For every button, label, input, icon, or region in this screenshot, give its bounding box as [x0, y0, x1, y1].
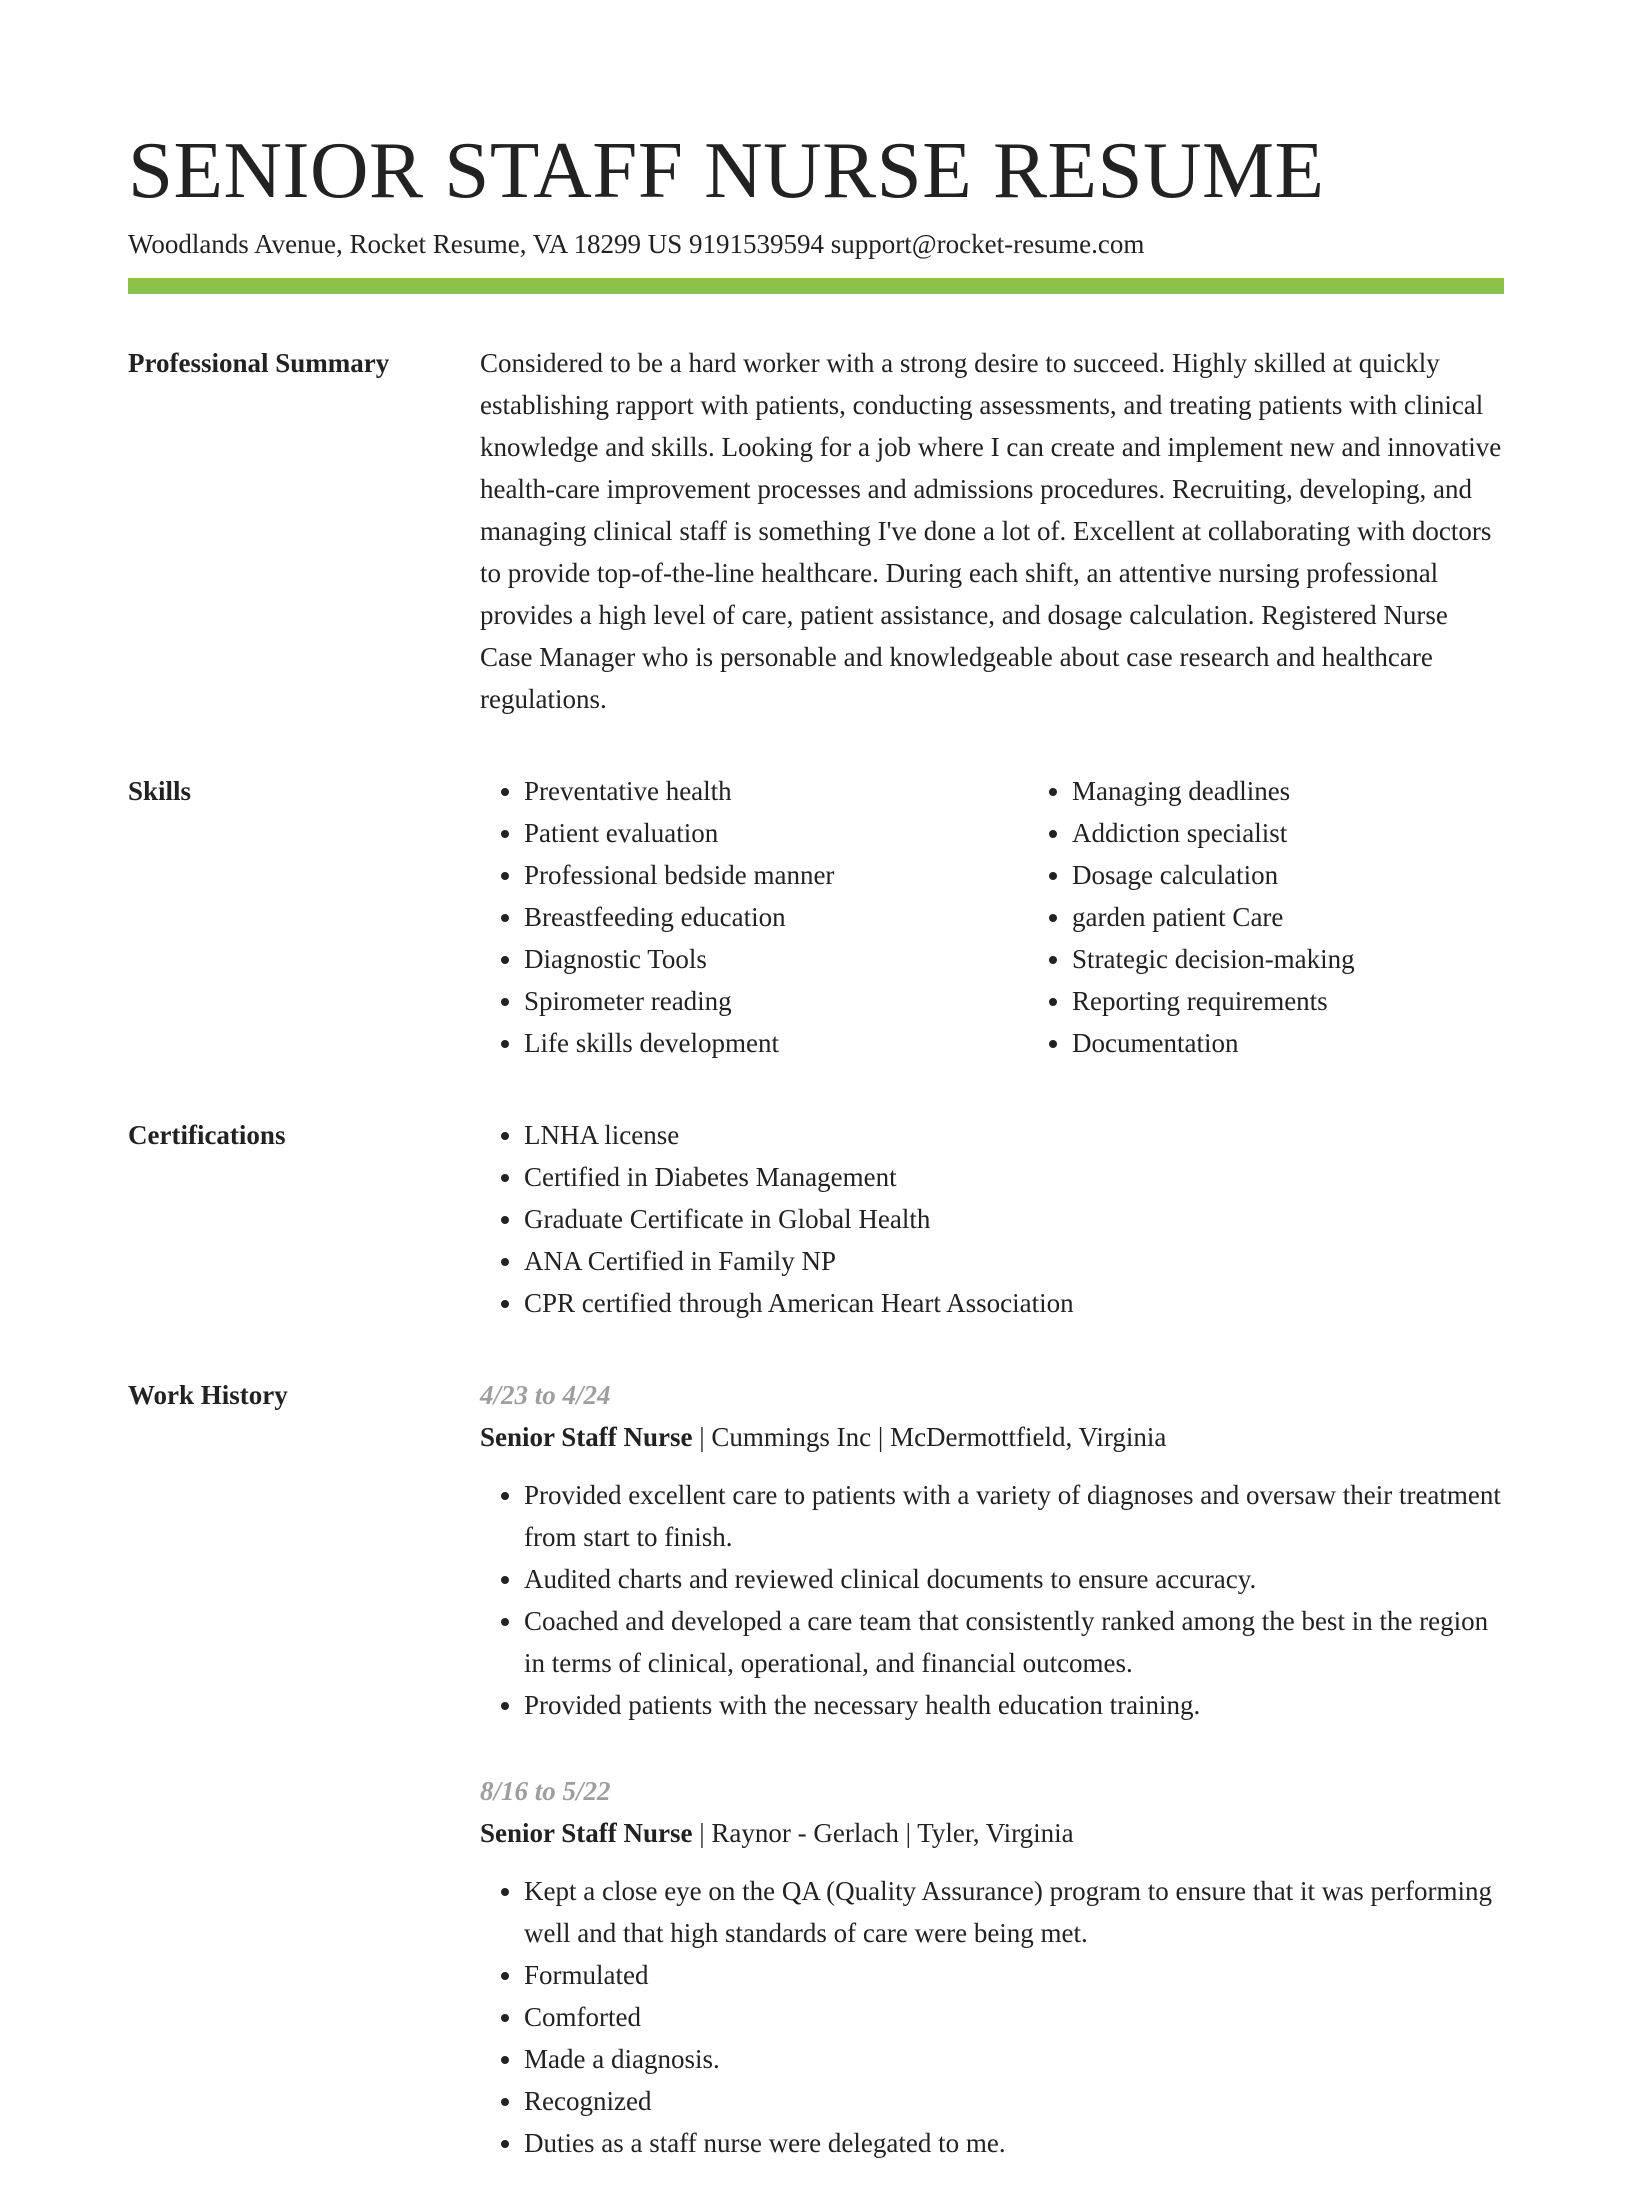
- list-item: • LNHA license: [524, 1114, 1504, 1156]
- work-history-section: [128, 1374, 1504, 2208]
- list-item: • Audited charts and reviewed clinical documents to ensure accuracy.: [524, 1558, 1504, 1600]
- list-item: • Documentation: [1072, 1022, 1355, 1064]
- resume-title: SENIOR STAFF NURSE RESUME: [128, 125, 1325, 215]
- list-item: • Coached and developed a care team that consistently ranked among the best in the region in terms of clinical, operational, and financial outcomes.: [524, 1600, 1504, 1684]
- list-item: • Reporting requirements: [1072, 980, 1355, 1022]
- skills-label: Skills: [128, 776, 192, 806]
- list-item: • garden patient Care: [1072, 896, 1355, 938]
- summary-text: Considered to be a hard worker with a strong desire to succeed. Highly skilled at quickly establishing rapport with patients, conducting assessments, and treating patients with clinical knowledge and skills. Looking for a job where I can create and implement new and innovative health-care improvement processes and admissions procedures. Recruiting, developing, and managing clinical staff is something I've done a lot of. Excellent at collaborating with doctors to provide top-of-the-line healthcare. During each shift, an attentive nursing professional provides a high level of care, patient assistance, and dosage calculation. Registered Nurse Case Manager who is personable and knowledgeable about case research and healthcare regulations.: [480, 348, 1502, 714]
- list-item: • Kept a close eye on the QA (Quality Assurance) program to ensure that it was performing well and that high standards of care were being met.: [524, 1870, 1504, 1954]
- list-item: • Strategic decision-making: [1072, 938, 1355, 980]
- list-item: • Graduate Certificate in Global Health: [524, 1198, 1504, 1240]
- job-role: Senior Staff Nurse: [480, 1818, 693, 1848]
- list-item: • Provided excellent care to patients with a variety of diagnoses and oversaw their treatment from start to finish.: [524, 1474, 1504, 1558]
- list-item: • Comforted: [524, 1996, 1504, 2038]
- contact-line: Woodlands Avenue, Rocket Resume, VA 18299 US 9191539594 support@rocket-resume.com: [128, 229, 1145, 259]
- list-item: • CPR certified through American Heart Association: [524, 1282, 1504, 1324]
- job-entry: [480, 1770, 1504, 2164]
- list-item: • Made a diagnosis.: [524, 2038, 1504, 2080]
- summary-section: [128, 342, 1504, 720]
- skills-list-left: [480, 770, 1028, 1064]
- list-item: • Spirometer reading: [524, 980, 1028, 1022]
- certifications-label: Certifications: [128, 1120, 286, 1150]
- certifications-list: [480, 1114, 1504, 1324]
- list-item: • Diagnostic Tools: [524, 938, 1028, 980]
- list-item: • Dosage calculation: [1072, 854, 1355, 896]
- list-item: • Certified in Diabetes Management: [524, 1156, 1504, 1198]
- list-item: • ANA Certified in Family NP: [524, 1240, 1504, 1282]
- list-item: • Duties as a staff nurse were delegated to me.: [524, 2122, 1504, 2164]
- job-bullets: [480, 1474, 1504, 1726]
- list-item: • Preventative health: [524, 770, 1028, 812]
- list-item: • Life skills development: [524, 1022, 1028, 1064]
- job-dates: 8/16 to 5/22: [480, 1776, 611, 1806]
- job-dates: 4/23 to 4/24: [480, 1380, 611, 1410]
- summary-label: Professional Summary: [128, 348, 390, 378]
- list-item: • Managing deadlines: [1072, 770, 1355, 812]
- list-item: • Professional bedside manner: [524, 854, 1028, 896]
- job-role: Senior Staff Nurse: [480, 1422, 693, 1452]
- list-item: • Recognized: [524, 2080, 1504, 2122]
- list-item: • Provided patients with the necessary health education training.: [524, 1684, 1504, 1726]
- skills-section: [128, 770, 1504, 1064]
- certifications-section: [128, 1114, 1504, 1324]
- list-item: • Breastfeeding education: [524, 896, 1028, 938]
- job-bullets: [480, 1870, 1504, 2164]
- job-heading: [480, 1416, 1504, 1458]
- resume-page: [128, 122, 1504, 2208]
- work-history-label: Work History: [128, 1380, 288, 1410]
- list-item: • Patient evaluation: [524, 812, 1028, 854]
- job-entry: [480, 1374, 1504, 1726]
- list-item: • Addiction specialist: [1072, 812, 1355, 854]
- job-heading: [480, 1812, 1504, 1854]
- skills-list-right: [1028, 770, 1355, 1064]
- list-item: • Formulated: [524, 1954, 1504, 1996]
- job-details: | Raynor - Gerlach | Tyler, Virginia: [692, 1818, 1074, 1848]
- header-divider: [128, 278, 1504, 294]
- job-details: | Cummings Inc | McDermottfield, Virginia: [692, 1422, 1167, 1452]
